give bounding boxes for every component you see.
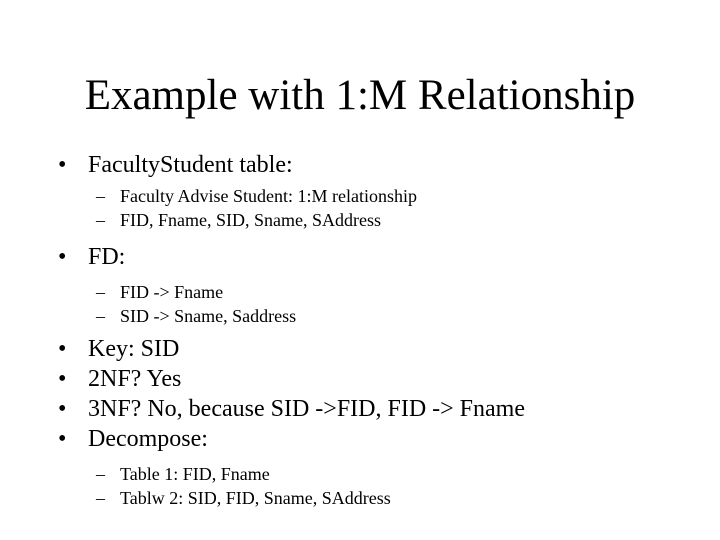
bullet-item bbox=[58, 424, 708, 454]
bullet-text: 2NF? Yes bbox=[88, 366, 182, 392]
bullet-icon: • bbox=[58, 426, 67, 452]
sub-bullet-text: FID -> Fname bbox=[120, 282, 224, 302]
sub-bullet-text: Table 1: FID, Fname bbox=[120, 464, 270, 484]
bullet-text: 3NF? No, because SID ->FID, FID -> Fname bbox=[88, 396, 526, 422]
slide-title: Example with 1:M Relationship bbox=[84, 72, 636, 119]
dash-icon: – bbox=[96, 186, 105, 206]
bullet-icon: • bbox=[58, 336, 67, 362]
bullet-item bbox=[58, 242, 708, 272]
sub-bullet-item bbox=[58, 280, 708, 304]
bullet-item bbox=[58, 334, 708, 364]
sub-bullet-text: Faculty Advise Student: 1:M relationship bbox=[120, 186, 417, 206]
sub-bullet-item bbox=[58, 208, 708, 232]
sub-bullet-text: Tablw 2: SID, FID, Sname, SAddress bbox=[120, 488, 391, 508]
bullet-text: FacultyStudent table: bbox=[88, 152, 293, 178]
dash-icon: – bbox=[96, 464, 105, 484]
bullet-text: FD: bbox=[88, 244, 126, 270]
slide-body bbox=[58, 150, 708, 510]
sub-bullet-text: SID -> Sname, Saddress bbox=[120, 306, 297, 326]
sub-bullet-item bbox=[58, 184, 708, 208]
dash-icon: – bbox=[96, 488, 105, 508]
bullet-icon: • bbox=[58, 244, 67, 270]
dash-icon: – bbox=[96, 282, 105, 302]
sub-bullet-item bbox=[58, 462, 708, 486]
sub-bullet-item bbox=[58, 486, 708, 510]
bullet-icon: • bbox=[58, 366, 67, 392]
dash-icon: – bbox=[96, 210, 105, 230]
bullet-icon: • bbox=[58, 396, 67, 422]
bullet-icon: • bbox=[58, 152, 67, 178]
bullet-item bbox=[58, 364, 708, 394]
sub-bullet-item bbox=[58, 304, 708, 328]
bullet-item bbox=[58, 150, 708, 180]
bullet-item bbox=[58, 394, 708, 424]
sub-bullet-text: FID, Fname, SID, Sname, SAddress bbox=[120, 210, 381, 230]
dash-icon: – bbox=[96, 306, 105, 326]
bullet-text: Decompose: bbox=[88, 426, 208, 452]
bullet-text: Key: SID bbox=[88, 336, 180, 362]
